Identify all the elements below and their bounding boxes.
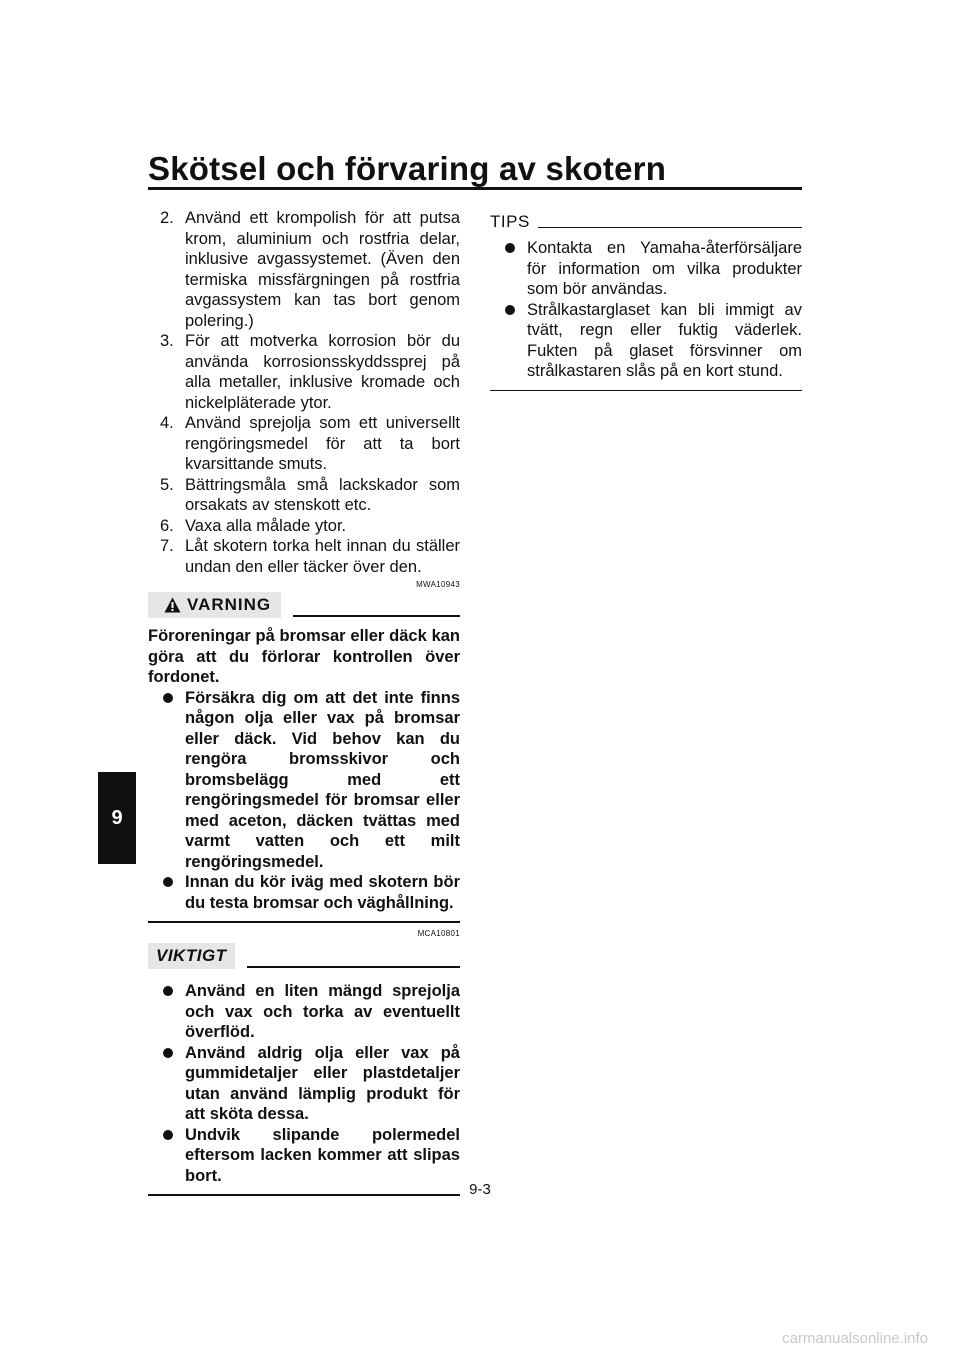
page-number: 9-3 [469, 1181, 491, 1198]
right-column [490, 208, 802, 391]
important-code: MCA10801 [417, 929, 460, 938]
warning-intro: Föroreningar på bromsar eller däck kan göra att du förlorar kontrollen över fordonet. [148, 627, 460, 686]
step-text: Bättringsmåla små lackskador som orsakats av stenskott etc. [185, 475, 460, 514]
warning-end-rule [148, 921, 460, 923]
important-item-text: Undvik slipande polermedel eftersom lacken kommer att slipas bort. [185, 1125, 460, 1185]
bullet-icon [163, 693, 173, 703]
step-number: 7. [160, 537, 174, 555]
tips-list [490, 238, 802, 382]
step-item [148, 208, 460, 331]
chapter-tab: 9 [98, 772, 136, 864]
warning-item-text: Innan du kör iväg med skotern bör du testa bromsar och väghållning. [185, 873, 460, 912]
important-header [148, 943, 460, 969]
tips-header-rule [538, 227, 802, 228]
tips-item-text: Kontakta en Yamaha-återförsäljare för information om vilka produkter som bör användas. [527, 239, 802, 298]
step-text: Använd ett krompolish för att putsa krom, aluminium och rostfria delar, inklusive avgassystemet. (Även den termiska missfärgningen på rostfria avgassystem kan tas bort genom polering.) [185, 209, 460, 330]
step-number: 4. [160, 414, 174, 432]
bullet-icon [505, 243, 515, 253]
tips-item [490, 300, 802, 382]
tips-header [490, 208, 802, 232]
tips-label: TIPS [490, 211, 530, 231]
tips-item-text: Strålkastarglaset kan bli immigt av tvätt, regn eller fuktig väderlek. Fukten på glaset försvinner om strålkastaren slås på en kort stund. [527, 300, 802, 380]
page-title: Skötsel och förvaring av skotern [148, 150, 667, 187]
bullet-icon [163, 1130, 173, 1140]
warning-item [148, 872, 460, 913]
step-number: 2. [160, 209, 174, 227]
warning-item [148, 688, 460, 873]
important-label: VIKTIGT [156, 945, 227, 965]
step-text: För att motverka korrosion bör du använda korrosionsskyddssprej på alla metaller, inklusive kromade och nickelpläterade ytor. [185, 332, 460, 412]
title-rule [148, 187, 802, 190]
bullet-icon [163, 986, 173, 996]
left-column [148, 208, 460, 1196]
warning-badge [148, 592, 281, 618]
bullet-icon [505, 305, 515, 315]
step-number: 6. [160, 516, 174, 535]
step-text: Vaxa alla målade ytor. [185, 516, 347, 535]
tips-end-rule [490, 390, 802, 391]
important-item-text: Använd aldrig olja eller vax på gummidetaljer eller plastdetaljer utan använd lämplig produkt för att sköta dessa. [185, 1043, 460, 1123]
step-number: 3. [160, 332, 174, 350]
warning-item-text: Försäkra dig om att det inte finns någon olja eller vax på bromsar eller däck. Vid behov kan du rengöra bromsskivor och bromsbelägg med ett rengöringsmedel för bromsar eller med aceton, däcken tvättas med varmt vatten och ett milt rengöringsmedel. [185, 688, 460, 871]
step-item [148, 475, 460, 516]
warning-header-rule [293, 615, 460, 617]
warning-code: MWA10943 [416, 580, 460, 589]
step-text: Använd sprejolja som ett universellt rengöringsmedel för att ta bort kvarsittande smuts. [185, 414, 460, 473]
watermark: carmanualsonline.info [782, 1330, 928, 1347]
step-number: 5. [160, 475, 174, 494]
warning-header [148, 592, 460, 618]
warning-triangle-icon [164, 597, 181, 613]
steps-list [148, 208, 460, 577]
bullet-icon [163, 1048, 173, 1058]
bullet-icon [163, 877, 173, 887]
important-header-rule [247, 966, 460, 968]
tips-item [490, 238, 802, 300]
important-item-text: Använd en liten mängd sprejolja och vax och torka av eventuellt överflöd. [185, 982, 460, 1041]
step-item [148, 516, 460, 537]
important-badge [148, 943, 235, 969]
step-item [148, 413, 460, 475]
step-text: Låt skotern torka helt innan du ställer undan den eller täcker över den. [185, 537, 460, 576]
warning-label: VARNING [187, 594, 272, 614]
step-item [148, 331, 460, 413]
important-list [148, 981, 460, 1186]
step-item [148, 536, 460, 577]
warning-list [148, 688, 460, 914]
important-item [148, 1125, 460, 1187]
important-item [148, 1043, 460, 1125]
important-item [148, 981, 460, 1043]
